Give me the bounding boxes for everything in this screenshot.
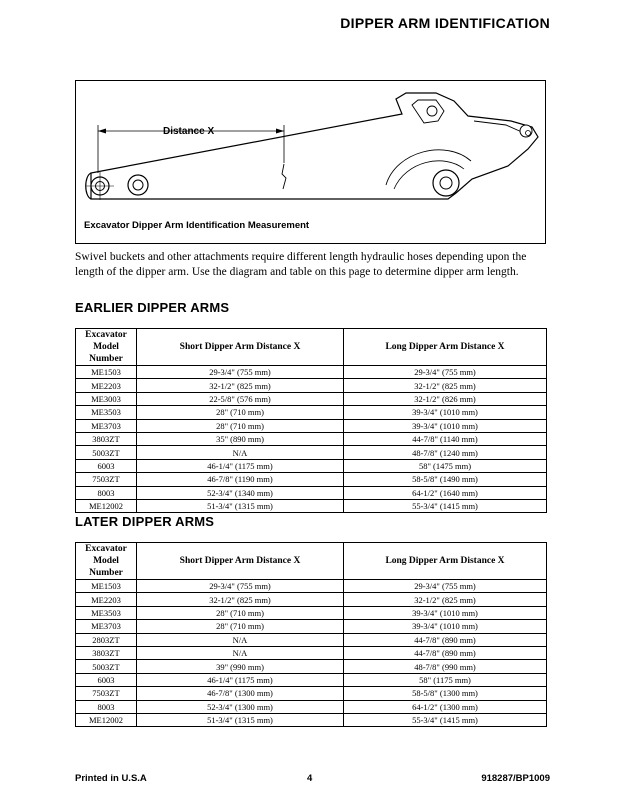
long-distance-cell: 29-3/4" (755 mm) [344,580,547,593]
model-cell: 8003 [76,700,137,713]
model-cell: ME3703 [76,419,137,432]
footer-page-number: 4 [307,773,313,784]
table-row [76,580,547,593]
model-cell: ME3003 [76,392,137,405]
later-dipper-arms-table [75,542,547,727]
long-distance-cell: 48-7/8" (990 mm) [344,660,547,673]
short-distance-cell: 29-3/4" (755 mm) [137,366,344,379]
table-row [76,446,547,459]
model-cell: 5003ZT [76,446,137,459]
long-distance-cell: 64-1/2" (1300 mm) [344,700,547,713]
figure-caption: Excavator Dipper Arm Identification Measurement [84,220,310,231]
table-row [76,379,547,392]
model-cell: ME1503 [76,366,137,379]
table-row [76,687,547,700]
short-distance-cell: 28" (710 mm) [137,419,344,432]
table-row [76,606,547,619]
long-distance-cell: 44-7/8" (1140 mm) [344,432,547,445]
column-header-long: Long Dipper Arm Distance X [344,543,547,580]
model-cell: ME1503 [76,580,137,593]
model-cell: 3803ZT [76,646,137,659]
short-distance-cell: 51-3/4" (1315 mm) [137,499,344,512]
model-cell: 6003 [76,673,137,686]
table-row [76,593,547,606]
short-distance-cell: N/A [137,646,344,659]
long-distance-cell: 39-3/4" (1010 mm) [344,406,547,419]
table-row [76,486,547,499]
short-distance-cell: 28" (710 mm) [137,620,344,633]
table-row [76,406,547,419]
footer-document-code: 918287/BP1009 [481,773,550,784]
long-distance-cell: 64-1/2" (1640 mm) [344,486,547,499]
table-row [76,713,547,726]
short-distance-cell: 46-7/8" (1300 mm) [137,687,344,700]
short-distance-cell: 29-3/4" (755 mm) [137,580,344,593]
long-distance-cell: 29-3/4" (755 mm) [344,366,547,379]
table-row [76,459,547,472]
model-cell: 2803ZT [76,633,137,646]
table-row [76,673,547,686]
later-section-heading: LATER DIPPER ARMS [75,514,215,529]
short-distance-cell: 46-7/8" (1190 mm) [137,473,344,486]
footer-printed-in: Printed in U.S.A [75,773,147,784]
table-header-row [76,543,547,580]
table-header-row [76,329,547,366]
model-cell: 7503ZT [76,687,137,700]
model-cell: ME12002 [76,713,137,726]
long-distance-cell: 58-5/8" (1490 mm) [344,473,547,486]
model-cell: ME2203 [76,379,137,392]
long-distance-cell: 58" (1475 mm) [344,459,547,472]
short-distance-cell: 32-1/2" (825 mm) [137,379,344,392]
short-distance-cell: 32-1/2" (825 mm) [137,593,344,606]
model-cell: 5003ZT [76,660,137,673]
long-distance-cell: 48-7/8" (1240 mm) [344,446,547,459]
model-cell: 7503ZT [76,473,137,486]
long-distance-cell: 39-3/4" (1010 mm) [344,606,547,619]
long-distance-cell: 39-3/4" (1010 mm) [344,620,547,633]
long-distance-cell: 32-1/2" (825 mm) [344,593,547,606]
short-distance-cell: N/A [137,446,344,459]
page-title: DIPPER ARM IDENTIFICATION [340,15,550,31]
column-header-long: Long Dipper Arm Distance X [344,329,547,366]
long-distance-cell: 44-7/8" (890 mm) [344,646,547,659]
table-row [76,620,547,633]
table-row [76,646,547,659]
long-distance-cell: 58" (1175 mm) [344,673,547,686]
short-distance-cell: 22-5/8" (576 mm) [137,392,344,405]
table-row [76,633,547,646]
model-cell: ME3703 [76,620,137,633]
short-distance-cell: 28" (710 mm) [137,606,344,619]
long-distance-cell: 32-1/2" (826 mm) [344,392,547,405]
column-header-short: Short Dipper Arm Distance X [137,543,344,580]
long-distance-cell: 55-3/4" (1415 mm) [344,713,547,726]
long-distance-cell: 55-3/4" (1415 mm) [344,499,547,512]
table-row [76,660,547,673]
column-header-model: Excavator Model Number [76,329,137,366]
table-row [76,366,547,379]
long-distance-cell: 58-5/8" (1300 mm) [344,687,547,700]
earlier-dipper-arms-table [75,328,547,513]
short-distance-cell: 46-1/4" (1175 mm) [137,459,344,472]
intro-paragraph: Swivel buckets and other attachments require different length hydraulic hoses depending upon the length of the dipper arm. Use the diagram and table on this page to determine dipper arm length. [75,251,527,278]
model-cell: ME3503 [76,606,137,619]
model-cell: ME12002 [76,499,137,512]
model-cell: 8003 [76,486,137,499]
model-cell: ME3503 [76,406,137,419]
short-distance-cell: 28" (710 mm) [137,406,344,419]
table-row [76,700,547,713]
earlier-section-heading: EARLIER DIPPER ARMS [75,300,230,315]
short-distance-cell: 35" (890 mm) [137,432,344,445]
model-cell: 6003 [76,459,137,472]
column-header-model: Excavator Model Number [76,543,137,580]
short-distance-cell: N/A [137,633,344,646]
short-distance-cell: 52-3/4" (1340 mm) [137,486,344,499]
short-distance-cell: 52-3/4" (1300 mm) [137,700,344,713]
distance-x-label: Distance X [163,126,215,137]
model-cell: 3803ZT [76,432,137,445]
table-row [76,499,547,512]
table-row [76,432,547,445]
table-row [76,473,547,486]
short-distance-cell: 51-3/4" (1315 mm) [137,713,344,726]
model-cell: ME2203 [76,593,137,606]
dipper-arm-figure [75,80,546,244]
short-distance-cell: 39" (990 mm) [137,660,344,673]
short-distance-cell: 46-1/4" (1175 mm) [137,673,344,686]
column-header-short: Short Dipper Arm Distance X [137,329,344,366]
table-row [76,392,547,405]
long-distance-cell: 44-7/8" (890 mm) [344,633,547,646]
long-distance-cell: 32-1/2" (825 mm) [344,379,547,392]
table-row [76,419,547,432]
long-distance-cell: 39-3/4" (1010 mm) [344,419,547,432]
